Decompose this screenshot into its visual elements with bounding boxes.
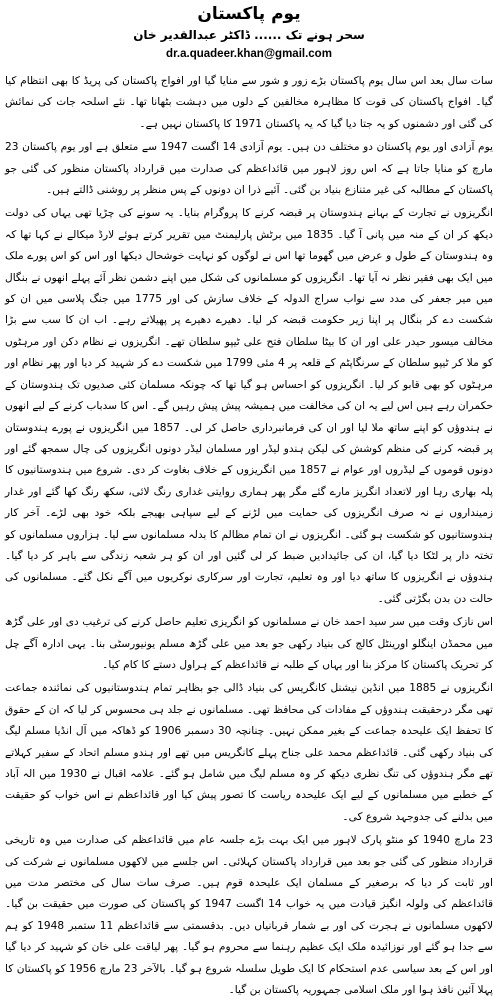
article-byline: سحر ہونے تک ...... ڈاکٹر عبدالقدیر خان: [133, 28, 365, 42]
article-paragraph: 23 مارچ 1940 کو منٹو پارک لاہور میں ایک بہت بڑے جلسہ عام میں قائداعظم کی صدارت میں وہ تاریخی قرارداد منظور کی گئی جو بعد میں قرارداد پاکستان کہلائی۔ اس جلسے میں لاکھوں مسلمانوں نے شرکت کی اور ثابت کر دیا کہ برصغیر کے مسلمان ایک علیحدہ قوم ہیں۔ صرف سات سال کی مختصر مدت میں قائداعظم کی ولولہ انگیز قیادت میں یہ خواب 14 اگست 1947 کو پاکستان کی صورت میں حقیقت بن گیا۔ لاکھوں مسلمانوں نے ہجرت کی اور بے شمار قربانیاں دیں۔ بدقسمتی سے قائداعظم 11 ستمبر 1948 کو ہم سے جدا ہو گئے اور نوزائیدہ ملک ایک عظیم رہنما سے محروم ہو گیا۔ پھر لیاقت علی خان کو شہید کر دیا گیا اور اس کے بعد سیاسی عدم استحکام کا ایک طویل سلسلہ شروع ہو گیا۔ بالآخر 23 مارچ 1956 کو پاکستان کا پہلا آئین نافذ ہوا اور ملک اسلامی جمہوریہ پاکستان بن گیا۔: [5, 834, 494, 997]
article-paragraph: انگریزوں نے تجارت کے بہانے ہندوستان پر قبضہ کرنے کا پروگرام بنایا۔ یہ سونے کی چڑیا تھی یہاں کی دولت دیکھ کر ان کے منہ میں پانی آ گیا۔ 1835 میں برٹش پارلیمنٹ میں تقریر کرتے ہوئے لارڈ میکالے نے کہا تھا کہ وہ ہندوستان کے طول و عرض میں گھوما تھا اس نے لوگوں کو نہایت خوشحال دیکھا اور اس کو اس پورے ملک میں ایک بھی فقیر نظر نہ آیا تھا۔ انگریزوں کو مسلمانوں کی شکل میں اپنے دشمن نظر آئے پہلے انھوں نے بنگال میں میر جعفر کی مدد سے نواب سراج الدولہ کے خلاف سازش کی اور 1775 میں جنگ پلاسی میں ان کو شکست دے کر بنگال پر اپنا زیر حکومت قبضہ کر لیا۔ دھیرے دھیرے پر پھیلاتے رہے۔ اب ان کا سب سے بڑا مخالف میسور حیدر علی اور ان کا بیٹا سلطان فتح علی ٹیپو سلطان تھے۔ انگریزوں نے نظام دکن اور مرہٹوں کو ملا کر ٹیپو سلطان کے سرنگاپٹم کے قلعہ پر 4 مئی 1799 میں شکست دے کر شہید کر دیا اور پھر نظام اور مرہٹوں کو بھی قابو کر لیا۔ انگریزوں کو احساس ہو گیا تھا کہ چونکہ مسلمان کئی صدیوں تک ہندوستان کے حکمران رہے ہیں اس لیے یہ ان کی مخالفت میں ہمیشہ پیش پیش رہیں گے۔ اس کا سدباب کرنے کے لیے انھوں نے ہندوؤں کو اپنے ساتھ ملا لیا اور ان کی فرمانبرداری حاصل کر لی۔ 1857 میں انگریزوں نے پورے ہندوستان پر قبضہ کرنے کی منظم کوشش کی لیکن ہندو لیڈر اور مسلمان لیڈر دونوں انگریزوں کی چال سمجھ گئے اور دونوں قوموں کے لیڈروں اور عوام نے 1857 میں انگریزوں کے خلاف بغاوت کر دی۔ شروع میں ہندوستانیوں کا پلہ بھاری رہا اور لاتعداد انگریز مارے گئے مگر پھر ہماری روایتی غداری رنگ لائی، سکھ رنگ کھا گئے اور غدار زمینداروں نے نہ صرف انگریزوں کی حمایت میں لڑنے کے لیے سپاہی بھیجے بلکہ خود بھی لڑے۔ آخر کار ہندوستانیوں کو شکست ہو گئی۔ انگریزوں نے ان تمام مظالم کا بدلہ مسلمانوں سے لیا۔ ہزاروں مسلمانوں کو تختہ دار پر لٹکا دیا گیا، ان کی جائیدادیں ضبط کر لی گئیں اور ان کو ہر شعبہ زندگی سے باہر کر دیا گیا۔ ہندوؤں نے انگریزوں کا ساتھ دیا اور وہ تعلیم، تجارت اور سرکاری نوکریوں میں آگے نکل گئے۔ مسلمانوں کی حالت دن بدن بگڑتی گئی۔: [5, 207, 494, 605]
article-paragraph: یوم آزادی اور یوم پاکستان دو مختلف دن ہیں۔ یوم آزادی 14 اگست 1947 سے متعلق ہے اور یوم پاکستان 23 مارچ کو منایا جاتا ہے کہ اس روز لاہور میں قائداعظم کی صدارت میں قرارداد پاکستان منظور کی گئی جو پاکستان کے مطالبہ کی غیر متنازع بنیاد بن گئی۔ آئیے ذرا ان دونوں کے پس منظر پر روشنی ڈالتے ہیں۔: [5, 141, 493, 197]
author-email: dr.a.quadeer.khan@gmail.com: [166, 48, 332, 60]
article-paragraph: انگریزوں نے 1885 میں انڈین نیشنل کانگریس کی بنیاد ڈالی جو بظاہر تمام ہندوستانیوں کی نمائندہ جماعت تھی مگر درحقیقت ہندوؤں کے مفادات کی محافظ تھی۔ مسلمانوں نے جلد ہی محسوس کر لیا کہ ان کے حقوق کا تحفظ ایک علیحدہ جماعت کے بغیر ممکن نہیں۔ چنانچہ 30 دسمبر 1906 کو ڈھاکہ میں آل انڈیا مسلم لیگ کی بنیاد رکھی گئی۔ قائداعظم محمد علی جناح پہلے کانگریس میں تھے اور ہندو مسلم اتحاد کے سفیر کہلاتے تھے مگر ہندوؤں کی تنگ نظری دیکھ کر وہ مسلم لیگ میں شامل ہو گئے۔ علامہ اقبال نے 1930 میں الہ آباد کے خطبے میں مسلمانوں کے لیے ایک علیحدہ ریاست کا تصور پیش کیا اور قائداعظم نے اس خواب کو حقیقت میں بدلنے کی جدوجہد شروع کی۔: [5, 682, 493, 823]
article-paragraph: اس نازک وقت میں سر سید احمد خان نے مسلمانوں کو انگریزی تعلیم حاصل کرنے کی ترغیب دی اور علی گڑھ میں محمڈن اینگلو اورینٹل کالج کی بنیاد رکھی جو بعد میں علی گڑھ مسلم یونیورسٹی بنا۔ یہی ادارہ آگے چل کر تحریک پاکستان کا مرکز بنا اور یہاں کے طلبہ نے قائداعظم کے ہراول دستے کا کام کیا۔: [5, 616, 493, 671]
article-body: [5, 71, 493, 1001]
article-paragraph: سات سال بعد اس سال یوم پاکستان بڑے زور و شور سے منایا گیا اور افواج پاکستان کی پریڈ کا بھی انتظام کیا گیا۔ افواج پاکستان کی قوت کا مظاہرہ مخالفین کے دلوں میں دہشت بٹھانا تھا۔ نئے اسلحہ جات کی نمائش کی گئی اور دشمنوں کو یہ جتا دیا گیا کہ یہ پاکستان 1971 کا پاکستان نہیں ہے۔: [5, 75, 493, 130]
article-title: یوم پاکستان: [197, 4, 301, 24]
